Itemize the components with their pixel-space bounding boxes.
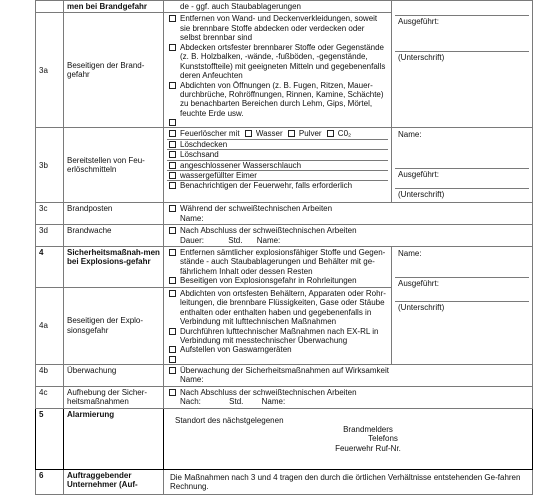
checkbox[interactable] — [169, 162, 176, 169]
row-6 — [36, 469, 533, 495]
signature-field: (Unterschrift) — [398, 190, 445, 200]
client-text-cell — [164, 469, 533, 495]
signature-cell — [392, 1, 533, 128]
executed-field[interactable]: Ausgeführt: — [395, 169, 529, 189]
checkbox[interactable] — [169, 249, 176, 256]
checkbox[interactable] — [169, 130, 176, 137]
topic-label: Alarmierung — [64, 408, 164, 469]
topic-label: Auftraggebender Unternehmer (Auf- — [64, 469, 164, 495]
checkbox[interactable] — [169, 389, 176, 396]
checkbox-water[interactable] — [245, 130, 252, 137]
alarm-phone-label: Telefons — [368, 434, 398, 444]
row-number: 4c — [36, 386, 64, 408]
signature-cell — [392, 247, 533, 365]
measure-item[interactable]: Löschdecken — [167, 139, 388, 149]
form-sheet — [35, 0, 532, 495]
topic-label: Bereitstellen von Feu-erlöschmitteln — [64, 128, 164, 203]
measure-item[interactable]: Nach Abschluss der schweißtechnischen Arbeiten — [167, 388, 529, 397]
row-number: 3b — [36, 128, 64, 203]
checkbox[interactable] — [169, 82, 176, 89]
duration-line[interactable]: Dauer: Std. Name: — [180, 235, 281, 245]
topic-label: Brandwache — [64, 225, 164, 247]
checkbox[interactable] — [169, 290, 176, 297]
row-fire-hazard-header — [36, 1, 533, 13]
measure-item[interactable]: Entfernen von Wand- und Deckenverkleidungen, soweit sie brennbare Stoffe abdecken oder verdecken oder selbst brennbar sind — [167, 14, 388, 42]
topic-label: Sicherheitsmaßnah-men bei Explosions-gefahr — [64, 247, 164, 288]
name-field[interactable]: Name: — [180, 213, 204, 223]
row-number: 3c — [36, 203, 64, 225]
measure-item[interactable]: wassergefüllter Eimer — [167, 170, 388, 180]
name-field[interactable]: Name: — [395, 129, 529, 169]
checkbox-powder[interactable] — [288, 130, 295, 137]
row-number: 4b — [36, 364, 64, 386]
row-3c — [36, 203, 533, 225]
measure-item[interactable]: Überwachung der Sicherheitsmaßnahmen auf Wirksamkeit — [167, 366, 529, 375]
alarm-location-label: Standort des nächstgelegenen — [175, 415, 284, 425]
checkbox[interactable] — [169, 328, 176, 335]
checkbox[interactable] — [169, 182, 176, 189]
measure-item[interactable]: Löschsand — [167, 149, 388, 159]
measures-cell — [164, 128, 392, 203]
row-3d — [36, 225, 533, 247]
checkbox[interactable] — [169, 151, 176, 158]
checkbox[interactable] — [169, 227, 176, 234]
topic-label: men bei Brandgefahr — [67, 2, 148, 11]
alarm-fire-alarm-label: Brandmelders — [343, 425, 393, 434]
alarm-fire-dept-label: Feuerwehr Ruf-Nr. — [335, 443, 401, 453]
checkbox[interactable] — [169, 15, 176, 22]
row-number: 4a — [36, 287, 64, 364]
topic-label: Beseitigen der Brand-gefahr — [64, 13, 164, 128]
measures-cell — [164, 203, 533, 225]
checkbox[interactable] — [169, 172, 176, 179]
executed-field[interactable]: Ausgeführt: — [395, 16, 529, 52]
row-number: 3a — [36, 13, 64, 128]
after-line[interactable]: Nach: Std. Name: — [180, 397, 286, 407]
signature-field: (Unterschrift) — [398, 53, 445, 62]
extinguisher-item[interactable]: Feuerlöscher mit Wasser Pulver C0₂ — [167, 129, 388, 138]
name-field[interactable]: Name: — [180, 375, 204, 385]
measures-cell — [164, 364, 533, 386]
name-field[interactable]: Name: — [395, 248, 529, 278]
checkbox[interactable] — [169, 205, 176, 212]
row-number: 4 — [36, 247, 64, 288]
measure-item[interactable]: Benachrichtigen der Feuerwehr, falls erforderlich — [167, 180, 388, 190]
measures-cell — [164, 1, 392, 13]
measures-cell — [164, 13, 392, 128]
safety-measures-table — [35, 0, 533, 495]
measure-item[interactable]: Aufstellen von Gaswarngeräten — [167, 345, 388, 354]
measure-item[interactable]: Durchführen lufttechnischer Maßnahmen nach EX-RL in Verbindung mit messtechnischer Überwachung — [167, 327, 388, 346]
executed-field[interactable]: Ausgeführt: — [395, 278, 529, 302]
row-number: 6 — [36, 469, 64, 495]
alarm-cell — [164, 408, 533, 469]
measure-item-blank[interactable] — [167, 355, 388, 363]
checkbox[interactable] — [169, 356, 176, 363]
row-4c — [36, 386, 533, 408]
row-4 — [36, 247, 533, 288]
signature-cell — [392, 128, 533, 203]
checkbox[interactable] — [169, 346, 176, 353]
checkbox[interactable] — [169, 141, 176, 148]
measure-item[interactable]: Beseitigen von Explosionsgefahr in Rohrleitungen — [167, 276, 388, 285]
measures-cell — [164, 287, 392, 364]
client-text: Die Maßnahmen nach 3 und 4 tragen den durch die örtlichen Verhältnisse entstehenden Ge-fahren Rechnung. — [170, 472, 521, 491]
row-number: 3d — [36, 225, 64, 247]
measure-item[interactable]: Abdichten von Öffnungen (z. B. Fugen, Ritzen, Mauer-durchbrüche, Rohröffnungen, Rinnen, Kamine, Schächte) zu benachbarten Bereichen durch Lehm, Gips, Mörtel, feuchte Erde usw. — [167, 81, 388, 119]
measure-continuation: de - ggf. auch Staubablagerungen — [180, 2, 301, 11]
row-3b — [36, 128, 533, 203]
row-number-cell — [36, 1, 64, 13]
measure-item[interactable]: Entfernen sämtlicher explosionsfähiger Stoffe und Gegen-stände - auch Staubablagerungen und Behälter mit ge-fährlichem Inhalt oder dessen Resten — [167, 248, 388, 276]
row-number: 5 — [36, 408, 64, 469]
signature-field: (Unterschrift) — [398, 303, 445, 312]
measures-cell — [164, 225, 533, 247]
row-5 — [36, 408, 533, 469]
checkbox-co2[interactable] — [327, 130, 334, 137]
measure-item[interactable]: angeschlossener Wasserschlauch — [167, 160, 388, 170]
measure-item-blank[interactable] — [167, 118, 388, 126]
measure-item[interactable]: Abdichten von ortsfesten Behältern, Apparaten oder Rohr-leitungen, die brennbare Flüssigkeiten, Gase oder Stäube enthalten oder enthalten haben und gegebenenfalls in Verbindung mit lufttechnischen Maßnahmen — [167, 289, 388, 327]
measure-item[interactable]: Während der schweißtechnischen Arbeiten — [167, 204, 529, 213]
checkbox[interactable] — [169, 367, 176, 374]
topic-label: Brandposten — [64, 203, 164, 225]
row-4b — [36, 364, 533, 386]
checkbox[interactable] — [169, 277, 176, 284]
checkbox[interactable] — [169, 119, 176, 126]
topic-label: Beseitigen der Explo-sionsgefahr — [64, 287, 164, 364]
topic-cell — [64, 1, 164, 13]
checkbox[interactable] — [169, 44, 176, 51]
measures-cell — [164, 247, 392, 288]
measure-item[interactable]: Abdecken ortsfester brennbarer Stoffe oder Gegenstände (z. B. Holzbalken, -wände, -fußböden, -gegenstände, Kunststoffteile) mit geeigneten Mitteln und gegebenenfalls deren Anfeuchten — [167, 43, 388, 81]
measure-item[interactable]: Nach Abschluss der schweißtechnischen Arbeiten — [167, 226, 529, 235]
topic-label: Überwachung — [64, 364, 164, 386]
measures-cell — [164, 386, 533, 408]
topic-label: Aufhebung der Sicher-heitsmaßnahmen — [64, 386, 164, 408]
